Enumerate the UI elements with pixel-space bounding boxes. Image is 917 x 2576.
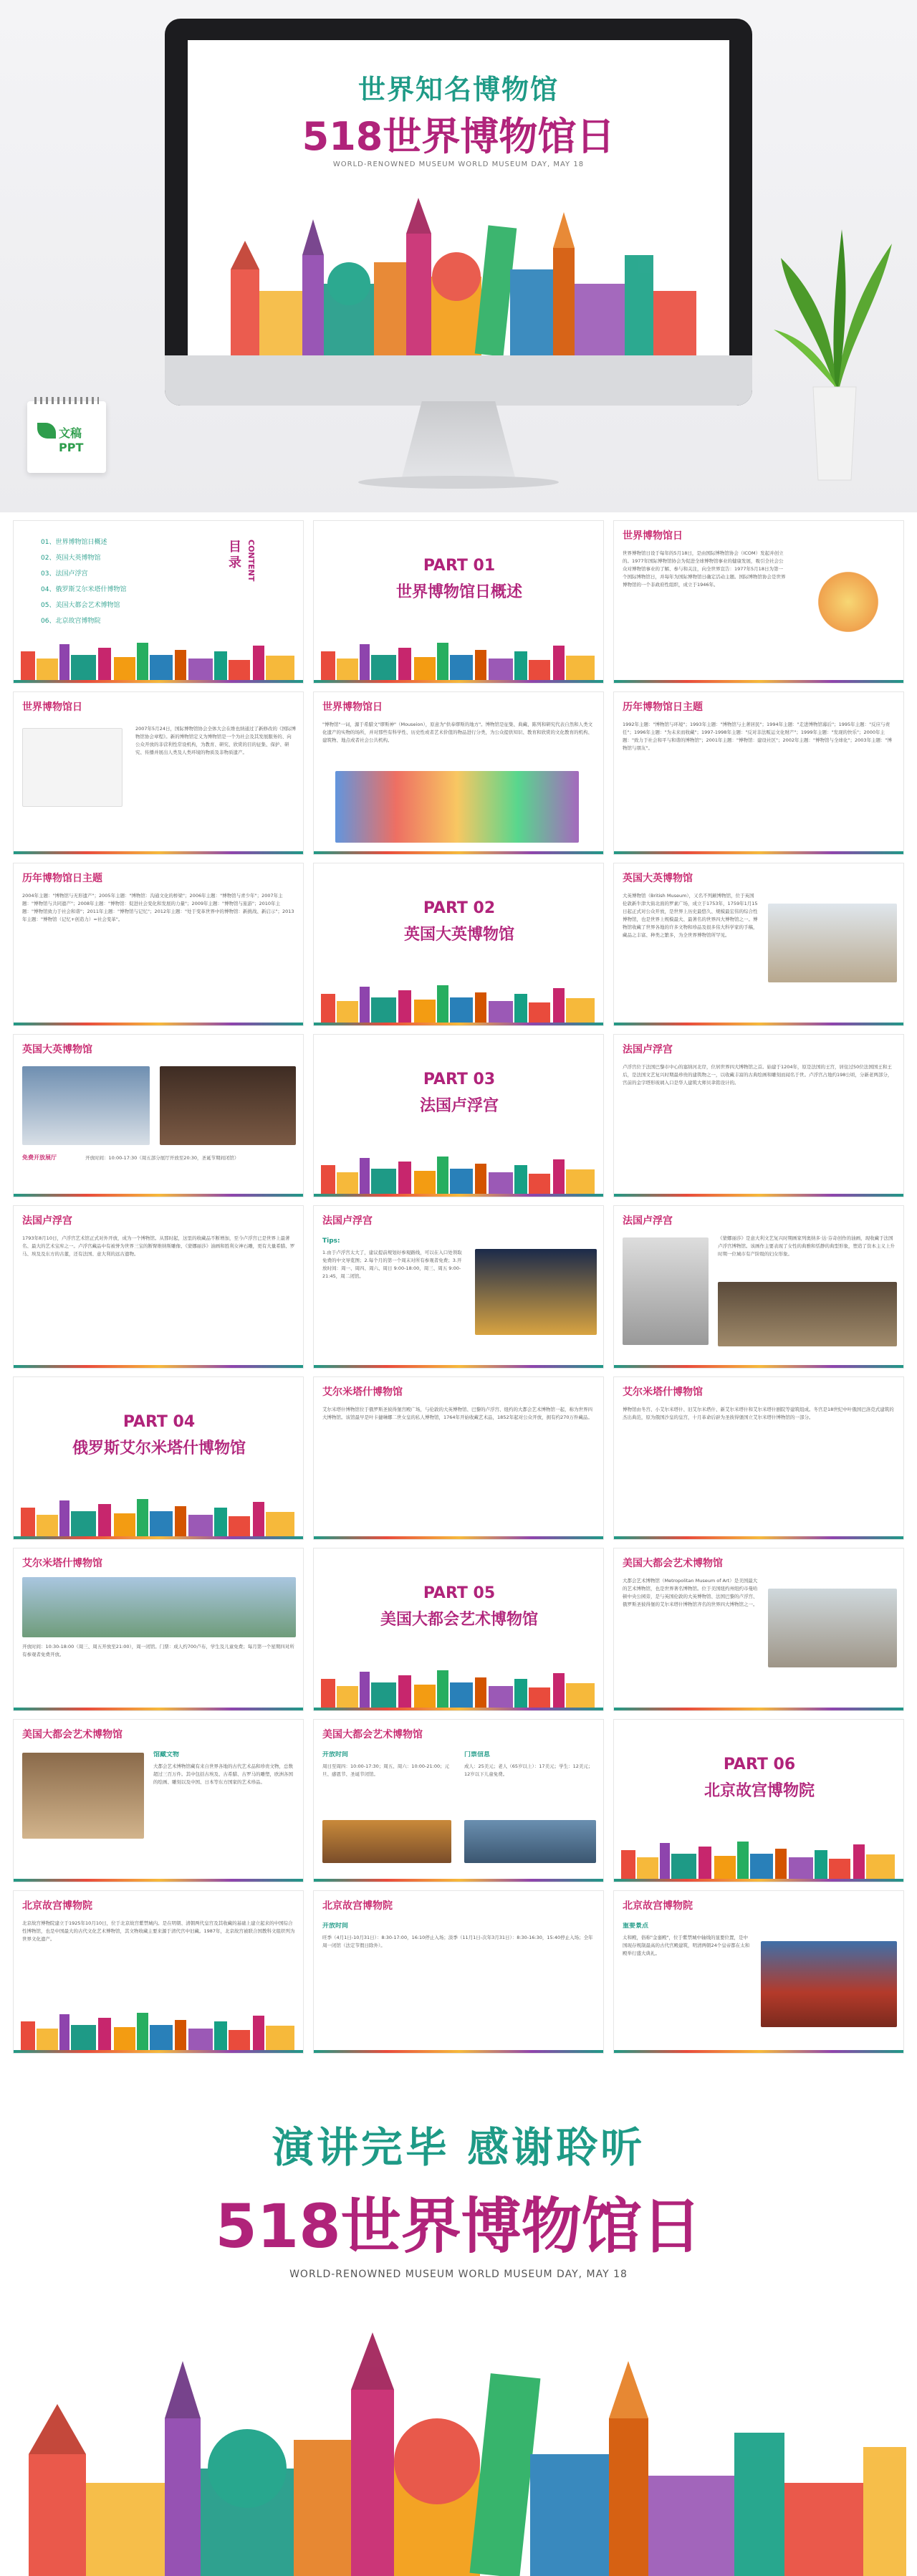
part-number: PART 05 xyxy=(423,1584,496,1602)
slide-skyline xyxy=(314,637,604,680)
slide-heading: 世界博物馆日 xyxy=(623,530,683,542)
slide-body: 《蒙娜丽莎》是意大利文艺复兴时期画家列奥纳多·达·芬奇创作的油画，现收藏于法国卢浮宫博物馆。该画作主要表现了女性的典雅和恬静的典型形象，塑造了资本主义上升时期一位城市有产阶级的妇女形象。 xyxy=(718,1235,895,1257)
slide-body: 旺季（4月1日-10月31日）：8:30-17:00，16:10停止入场；淡季（11月1日-次年3月31日）：8:30-16:30，15:40停止入场；全年周一闭馆（法定节假日除外）。 xyxy=(322,1935,593,1948)
toc-heading: 目录 xyxy=(229,540,241,570)
slide-05[interactable] xyxy=(313,691,604,855)
slide-part04[interactable] xyxy=(13,1376,304,1540)
part-number: PART 02 xyxy=(423,899,496,917)
slide-body: 1.由于卢浮宫太大了，建议提前规划好参观路线，可以在入口处领取免费的中文导览图；2.每个月的第一个周末对所有参观者免费；3.开放时间：周一、周四、周六、周日 9:00-18:00，周三、周五 9:00-21:45，周二闭馆。 xyxy=(322,1250,462,1279)
part-number: PART 04 xyxy=(123,1413,196,1431)
slide-heading: 法国卢浮宫 xyxy=(623,1044,673,1055)
statue-photo xyxy=(623,1237,709,1345)
great-court-photo xyxy=(22,1066,150,1145)
slide-body: 周日至周四：10:00-17:30；周五、周六：10:00-21:00；元旦、感恩节、圣诞节闭馆。 xyxy=(322,1763,450,1777)
slide-heading: 北京故宫博物院 xyxy=(22,1900,92,1912)
slide-heading: 世界博物馆日 xyxy=(322,702,383,713)
slide-body: 1992年主题："博物馆与环境"；1993年主题："博物馆与土著居民"；1994年主题："走进博物馆幕后"；1995年主题："反应与责任"；1996年主题："为未来而收藏"；1997-1998年主题："反对非法贩运文化财产"；1999年主题："发现的快乐"；2000年主题："致力于社会和平与和谐的博物馆"；2001年主题："博物馆：建设社区"；2002年主题："博物馆与全球化"；2003年主题："博物馆与朋友"。 xyxy=(623,722,893,751)
slide-part05[interactable] xyxy=(313,1548,604,1711)
slide-09[interactable] xyxy=(613,863,904,1026)
monitor-stand-base xyxy=(358,476,559,489)
bottom-band xyxy=(614,1194,904,1197)
slide-part01[interactable] xyxy=(313,520,604,684)
hero-title-line2: 518世界博物馆日 xyxy=(302,114,615,159)
museum-day-logo-image xyxy=(802,555,895,648)
slide-part02[interactable] xyxy=(313,863,604,1026)
bottom-band xyxy=(314,1365,604,1368)
toc-item: 02、英国大英博物馆 xyxy=(41,555,101,562)
slide-heading: 艾尔米塔什博物馆 xyxy=(322,1387,403,1398)
gallery-photo xyxy=(718,1282,897,1346)
slide-heading: 世界博物馆日 xyxy=(22,702,82,713)
bottom-band xyxy=(314,1023,604,1025)
slide-heading: 艾尔米塔什博物馆 xyxy=(22,1558,102,1569)
toc-item: 06、北京故宫博物院 xyxy=(41,618,101,625)
slide-03[interactable] xyxy=(613,520,904,684)
bottom-band xyxy=(614,1708,904,1710)
part-title: 世界博物馆日概述 xyxy=(395,583,522,601)
slide-13[interactable] xyxy=(13,1205,304,1369)
interior-photo xyxy=(322,1820,451,1863)
slide-body: 大都会艺术博物馆（Metropolitan Museum of Art）是美国最大的艺术博物馆，也是世界著名博物馆。位于美国纽约州纽约市曼哈顿中央公园旁，是与英国伦敦的大英博物馆、法国巴黎的卢浮宫、俄罗斯圣彼得堡的艾尔米塔什博物馆齐名的世界四大博物馆之一。 xyxy=(623,1578,758,1607)
slide-21[interactable] xyxy=(613,1548,904,1711)
slide-22[interactable] xyxy=(13,1719,304,1882)
slide-skyline xyxy=(614,1836,904,1879)
louvre-pyramid-photo xyxy=(475,1249,597,1335)
bottom-band xyxy=(14,1708,304,1710)
slide-heading: 法国卢浮宫 xyxy=(22,1215,72,1227)
slide-19[interactable] xyxy=(13,1548,304,1711)
tips-label: Tips: xyxy=(322,1237,340,1245)
slide-heading: 法国卢浮宫 xyxy=(623,1215,673,1227)
slide-skyline xyxy=(314,980,604,1023)
entrance-photo xyxy=(464,1820,596,1863)
slide-14[interactable] xyxy=(313,1205,604,1369)
slide-04[interactable] xyxy=(13,691,304,855)
plant-decoration xyxy=(774,215,896,487)
slide-18[interactable] xyxy=(613,1376,904,1540)
monitor-stand xyxy=(401,401,516,480)
section-label: 开放时间 xyxy=(322,1923,349,1930)
hero-title-line1: 世界知名博物馆 xyxy=(357,74,559,105)
monitor-chin xyxy=(165,355,752,406)
part-number: PART 03 xyxy=(423,1071,496,1088)
slide-skyline xyxy=(314,1665,604,1708)
toc-item: 03、法国卢浮宫 xyxy=(41,570,88,578)
bottom-band xyxy=(14,1194,304,1197)
slide-body: 卢浮宫位于法国巴黎市中心的塞纳河北岸，位居世界四大博物馆之首。始建于1204年，原是法国的王宫，居住过50位法国国王和王后，是法国文艺复兴时期最珍贵的建筑物之一，以收藏丰富的古典绘画和雕刻而闻名于世。卢浮宫占地约198公顷，分新老两部分，宫前的金字塔形玻璃入口是华人建筑大师贝聿铭设计的。 xyxy=(623,1064,893,1086)
bottom-band xyxy=(314,1708,604,1710)
slide-heading: 英国大英博物馆 xyxy=(22,1044,92,1055)
section-label: 馆藏文物 xyxy=(153,1751,180,1758)
forbidden-city-photo xyxy=(761,1941,897,2027)
bottom-band xyxy=(14,1879,304,1882)
slide-06[interactable] xyxy=(613,691,904,855)
slide-body: 艾尔米塔什博物馆位于俄罗斯圣彼得堡宫殿广场，与伦敦的大英博物馆、巴黎的卢浮宫、纽约的大都会艺术博物馆一起，称为世界四大博物馆。该馆最早是叶卡捷琳娜二世女皇的私人博物馆，1764年开始收藏艺术品，1852年起对公众开放，拥有约270万件藏品。 xyxy=(322,1407,592,1420)
slide-07[interactable] xyxy=(13,863,304,1026)
slide-heading: 英国大英博物馆 xyxy=(623,873,693,884)
slide-body: "博物馆"一词，源于希腊文"缪斯神"（Mouseion），原意为"供奉缪斯的地方"。博物馆是征集、典藏、陈列和研究代表自然和人类文化遗产的实物的场所，并对那些有科学性、历史性或者艺术价值的物品进行分类，为公众提供知识、教育和欣赏的文化教育的机构、建筑物、地点或者社会公共机构。 xyxy=(322,722,593,743)
bottom-band xyxy=(614,1879,904,1882)
part-number: PART 06 xyxy=(723,1756,796,1773)
calendar-rings xyxy=(34,397,99,404)
slide-heading: 艾尔米塔什博物馆 xyxy=(623,1387,703,1398)
part-number: PART 01 xyxy=(423,557,496,575)
slide-skyline xyxy=(314,1151,604,1194)
toc-item: 01、世界博物馆日概述 xyxy=(41,539,107,546)
slide-27[interactable] xyxy=(613,1890,904,2054)
winter-palace-photo xyxy=(22,1577,296,1637)
part-title: 北京故宫博物院 xyxy=(704,1782,815,1800)
slide-body: 开放时间：10:30-18:00（周三、周五开放至21:00），周一闭馆。门票：成人约700卢布，学生及儿童免费；每月第一个星期四对所有参观者免费开放。 xyxy=(22,1644,294,1657)
toc-item: 05、美国大都会艺术博物馆 xyxy=(41,602,120,609)
slide-body: 世界博物馆日设于每年的5月18日，是由国际博物馆协会（ICOM）发起并创立的。1977年国际博物馆协会为促进全球博物馆事业的健康发展，吸引全社会公众对博物馆事业的了解、参与和关注，向全世界宣告：1977年5月18日为第一个国际博物馆日，并每年为国际博物馆日确定活动主题。国际博物馆协会是世界博物馆的一个非政府性组织，成立于1946年。 xyxy=(623,550,786,588)
bottom-band xyxy=(14,851,304,854)
bottom-band xyxy=(14,1023,304,1025)
bottom-band xyxy=(314,680,604,683)
slide-heading: 历年博物馆日主题 xyxy=(22,873,102,884)
slide-heading: 美国大都会艺术博物馆 xyxy=(22,1729,123,1741)
slide-25[interactable] xyxy=(13,1890,304,2054)
closing-subtitle: WORLD-RENOWNED MUSEUM WORLD MUSEUM DAY, MAY 18 xyxy=(289,2269,628,2280)
monitor xyxy=(165,19,752,406)
bottom-band xyxy=(614,1536,904,1539)
section-label: 开放时间 xyxy=(322,1751,349,1758)
slide-skyline xyxy=(14,637,304,680)
closing-section xyxy=(0,2078,917,2576)
slide-body: 博物馆由冬宫、小艾尔米塔什、旧艾尔米塔什、新艾尔米塔什和艾尔米塔什剧院等建筑组成。冬宫是18世纪中叶俄国巴洛克式建筑的杰出典范，原为俄国沙皇的皇宫，十月革命后辟为圣彼得堡国立艾尔米塔什博物馆的一部分。 xyxy=(623,1407,894,1420)
caption-label: 免费开放展厅 xyxy=(22,1154,57,1161)
ceramics-photo xyxy=(160,1066,296,1145)
exhibit-photo xyxy=(22,1753,144,1839)
section-label: 重要景点 xyxy=(623,1923,649,1930)
logo-calendar xyxy=(27,401,106,473)
slide-body: 2004年主题："博物馆与无形遗产"；2005年主题："博物馆：沟通文化的桥梁"；2006年主题："博物馆与青少年"；2007年主题："博物馆与共同遗产"；2008年主题："博物馆：促进社会变化和发展的力量"；2009年主题："博物馆与旅游"；2010年主题："博物馆致力于社会和谐"；2011年主题："博物馆与记忆"；2012年主题："处于变革世界中的博物馆：新挑战、新启示"；2013年主题："博物馆（记忆+创造力）=社会变革"。 xyxy=(22,893,294,922)
british-museum-photo xyxy=(768,904,897,982)
slide-skyline xyxy=(14,2007,304,2050)
part-title: 法国卢浮宫 xyxy=(419,1097,499,1115)
bottom-band xyxy=(614,2050,904,2053)
slide-10[interactable] xyxy=(13,1034,304,1197)
slide-body: 成人：25美元；老人（65岁以上）：17美元；学生：12美元；12岁以下儿童免费。 xyxy=(464,1763,593,1777)
slide-heading: 北京故宫博物院 xyxy=(623,1900,693,1912)
hours-text: 开放时间：10:00-17:30（周五部分展厅开放至20:30，圣诞节期间闭馆） xyxy=(85,1155,239,1161)
bottom-band xyxy=(14,1365,304,1368)
part-title: 美国大都会艺术博物馆 xyxy=(380,1611,538,1629)
slide-heading: 美国大都会艺术博物馆 xyxy=(322,1729,423,1741)
bottom-band xyxy=(314,1536,604,1539)
slide-23[interactable] xyxy=(313,1719,604,1882)
document-image xyxy=(22,728,123,807)
slide-12[interactable] xyxy=(613,1034,904,1197)
slide-toc[interactable] xyxy=(13,520,304,684)
section-label: 门票信息 xyxy=(464,1751,491,1758)
toc-heading-en: CONTENT xyxy=(246,540,256,582)
slide-skyline xyxy=(14,1493,304,1536)
slide-heading: 美国大都会艺术博物馆 xyxy=(623,1558,723,1569)
bottom-band xyxy=(14,680,304,683)
slide-body: 大都会艺术博物馆藏有来自世界各地的古代艺术品和珍贵文物，总数超过三百万件。其中包括古埃及、古希腊、古罗马的雕塑，欧洲各国的绘画、雕刻以及中国、日本等东方国家的艺术珍品。 xyxy=(153,1763,293,1785)
slide-body: 1793年8月10日，卢浮宫艺术馆正式对外开放，成为一个博物馆。从那时起，这里的收藏品不断增加，至今卢浮宫已是世界上最著名、最大的艺术宝库之一。卢浮宫藏品中有被誉为世界三宝的断臂维纳斯雕像、《蒙娜丽莎》油画和胜利女神石雕，更有大量希腊、罗马、埃及及东方的古董，还有法国、意大利的远古遗物。 xyxy=(22,1235,295,1257)
slide-body: 太和殿，俗称"金銮殿"，位于紫禁城中轴线的显要位置，是中国现存规制最高的古代宫殿建筑，明清两朝24个皇帝都在太和殿举行盛大典礼。 xyxy=(623,1935,750,1956)
slide-body: 大英博物馆（British Museum），又名不列颠博物馆，位于英国伦敦新牛津大街北面的罗素广场，成立于1753年，1759年1月15日起正式对公众开放，是世界上历史最悠久、规模最宏伟的综合性博物馆，也是世界上规模最大、最著名的世界四大博物馆之一。博物馆收藏了世界各地的许多文物和珍品及很多伟大科学家的手稿，藏品之丰富、种类之繁多，为全世界博物馆所罕见。 xyxy=(623,893,758,938)
logo-text: 文稿PPT xyxy=(59,426,84,454)
toc-item: 04、俄罗斯艾尔米塔什博物馆 xyxy=(41,586,127,593)
met-museum-photo xyxy=(768,1589,897,1667)
landmarks-image xyxy=(335,771,579,843)
bottom-band xyxy=(14,1536,304,1539)
slide-17[interactable] xyxy=(313,1376,604,1540)
part-title: 英国大英博物馆 xyxy=(403,926,514,944)
slide-part06[interactable] xyxy=(613,1719,904,1882)
slide-15[interactable] xyxy=(613,1205,904,1369)
monitor-screen xyxy=(188,40,729,355)
closing-line1: 演讲完毕 感谢聆听 xyxy=(272,2123,645,2172)
bottom-band xyxy=(314,851,604,854)
bottom-band xyxy=(314,1194,604,1197)
slide-heading: 法国卢浮宫 xyxy=(322,1215,373,1227)
slide-part03[interactable] xyxy=(313,1034,604,1197)
hero-subtitle: WORLD-RENOWNED MUSEUM WORLD MUSEUM DAY, MAY 18 xyxy=(332,161,585,168)
skyline-illustration xyxy=(188,183,729,355)
bottom-band xyxy=(314,2050,604,2053)
slide-heading: 历年博物馆日主题 xyxy=(623,702,703,713)
bottom-band xyxy=(614,1023,904,1025)
hero-section xyxy=(0,0,917,512)
slide-heading: 北京故宫博物院 xyxy=(322,1900,393,1912)
slide-26[interactable] xyxy=(313,1890,604,2054)
bottom-band xyxy=(614,851,904,854)
bottom-band xyxy=(314,1879,604,1882)
closing-skyline-illustration xyxy=(0,2297,917,2576)
bottom-band xyxy=(614,1365,904,1368)
leaf-logo-icon xyxy=(37,423,56,439)
slide-body: 北京故宫博物院建立于1925年10月10日，位于北京故宫紫禁城内。是在明朝、清朝两代皇宫及其收藏的基础上建立起来的中国综合性博物馆，也是中国最大的古代文化艺术博物馆，其文物收藏主要来源于清代宫中旧藏。1987年，北京故宫被联合国教科文组织列为世界文化遗产。 xyxy=(22,1920,295,1942)
closing-line2: 518世界博物馆日 xyxy=(215,2191,702,2261)
slide-body: 2007年5月24日，国际博物馆协会全体大会在维也纳通过了新修改的《国际博物馆协会章程》。新的博物馆定义为博物馆是一个为社会及其发展服务的、向公众开放的非营利性常设机构，为教育、研究、欣赏的目的征集、保护、研究、传播并展出人类及人类环境的物质及非物质遗产。 xyxy=(135,726,296,755)
bottom-band xyxy=(14,2050,304,2053)
part-title: 俄罗斯艾尔米塔什博物馆 xyxy=(72,1440,246,1457)
bottom-band xyxy=(614,680,904,683)
